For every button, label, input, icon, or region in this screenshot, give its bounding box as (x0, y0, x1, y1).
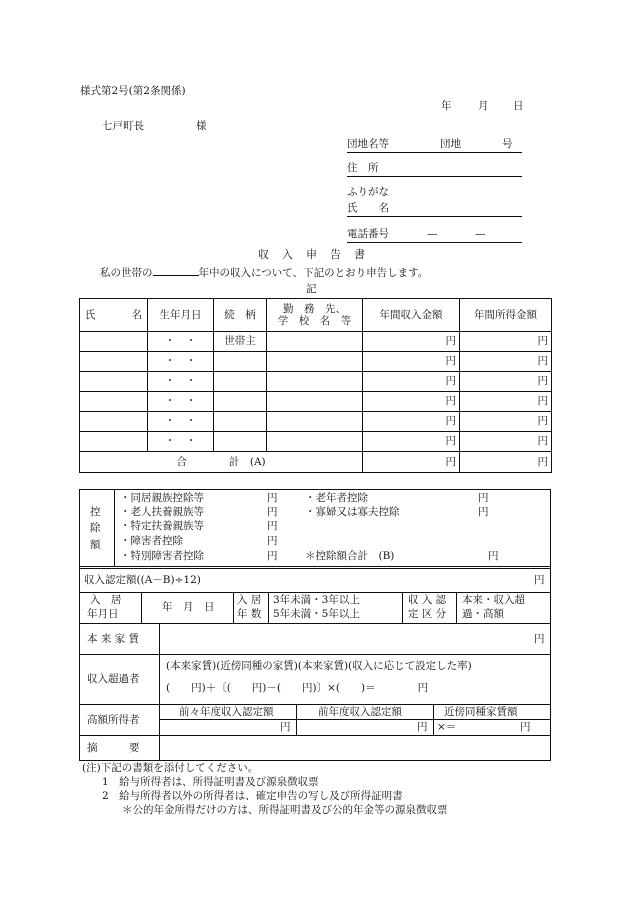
remarks-label: 摘 要 (87, 742, 140, 754)
header-relation: 続 柄 (214, 299, 267, 332)
deduction-total-label: ＊控除額合計 (B) (305, 550, 395, 562)
go-suffix: 号 (502, 138, 513, 150)
deduction-total-unit[interactable]: 円 (488, 550, 499, 562)
move-in-date[interactable]: 年 月 日 (162, 601, 215, 613)
relation-cell[interactable] (214, 392, 267, 412)
earnings-cell[interactable]: 円 (460, 392, 552, 412)
note-item: ＊公的年金所得だけの方は、所得証明書及び公的年金等の源泉徴収票 (122, 804, 448, 816)
table-row (80, 412, 552, 432)
high-income-value-3[interactable]: 円 (520, 721, 531, 733)
years-label-line1: 入 居 (237, 594, 262, 606)
note-item: 1 給与所得者は、所得証明書及び源泉徴収票 (102, 776, 319, 788)
certified-label: 収入認定額((A－B)÷12) (84, 574, 201, 586)
earnings-cell[interactable]: 円 (460, 332, 552, 352)
birth-cell[interactable]: ・ ・ (148, 412, 214, 432)
deduction-unit[interactable]: 円 (478, 492, 489, 504)
ki-label: 記 (306, 283, 317, 295)
intro-suffix: 年中の収入について、下記のとおり申告します。 (198, 267, 429, 279)
total-income-cell[interactable]: 円 (363, 452, 460, 473)
form-number: 様式第2号(第2条関係) (80, 85, 186, 97)
base-rent-row (80, 624, 550, 655)
furigana-label: ふりがな (347, 186, 389, 198)
name-field[interactable] (347, 202, 522, 217)
date-month-label: 月 (478, 100, 489, 112)
danchi-field[interactable] (347, 138, 522, 153)
deduction-item: ・寡婦又は寡夫控除 (305, 506, 400, 518)
header-workplace-line2: 学 校 名 等 (277, 315, 352, 327)
earnings-cell[interactable]: 円 (460, 352, 552, 372)
class-label-line1: 収 入 認 (408, 594, 447, 606)
earnings-cell[interactable]: 円 (460, 412, 552, 432)
high-income-divider (296, 705, 297, 735)
phone-separator: — (475, 228, 486, 240)
address-field[interactable] (347, 162, 522, 177)
high-income-header-3: 近傍同種家賃額 (444, 706, 518, 718)
date-day-label: 日 (513, 100, 524, 112)
high-income-header-2: 前年度収入認定額 (318, 706, 402, 718)
birth-cell[interactable]: ・ ・ (148, 332, 214, 352)
income-cell[interactable]: 円 (363, 412, 460, 432)
certified-row (80, 568, 550, 593)
class-option-1[interactable]: 本来・収入超 (462, 594, 525, 606)
relation-cell[interactable] (214, 432, 267, 452)
relation-cell[interactable] (214, 372, 267, 392)
over-income-row (80, 655, 550, 705)
income-cell[interactable]: 円 (363, 332, 460, 352)
addressee: 七戸町長 (102, 120, 144, 132)
over-income-label: 収入超過者 (87, 673, 140, 685)
high-income-divider (433, 705, 434, 735)
earnings-cell[interactable]: 円 (460, 372, 552, 392)
notes-heading: (注)下記の書類を添付してください。 (82, 762, 259, 774)
header-name: 氏 名 (80, 299, 148, 332)
high-income-value-1[interactable]: 円 (280, 721, 291, 733)
total-label: 合 計 (A) (80, 452, 363, 473)
phone-separator: — (427, 228, 438, 240)
deduction-unit[interactable]: 円 (267, 550, 278, 562)
deduction-unit[interactable]: 円 (267, 520, 278, 532)
total-row (80, 452, 552, 473)
table-row (80, 332, 552, 352)
deduction-item: ・障害者控除 (120, 535, 183, 547)
header-birth: 生年月日 (148, 299, 214, 332)
deduction-unit[interactable]: 円 (478, 506, 489, 518)
income-cell[interactable]: 円 (363, 432, 460, 452)
member-name-cell[interactable] (80, 332, 148, 352)
year-blank[interactable] (153, 266, 199, 276)
addressee-honorific: 様 (196, 120, 207, 132)
deduction-unit[interactable]: 円 (267, 492, 278, 504)
name-label: 氏 名 (347, 202, 389, 214)
deduction-item: ・老人扶養親族等 (120, 506, 204, 518)
deductions-section (80, 490, 550, 567)
deduction-item: ・特別障害者控除 (120, 550, 204, 562)
total-earnings-cell[interactable]: 円 (460, 452, 552, 473)
relation-cell[interactable] (214, 412, 267, 432)
intro-text (100, 266, 428, 279)
income-cell[interactable]: 円 (363, 352, 460, 372)
household-table (79, 298, 552, 473)
header-annual-income: 年間収入金額 (363, 299, 460, 332)
years-label-cell (233, 592, 269, 623)
remarks-row (80, 736, 550, 760)
income-cell[interactable]: 円 (363, 392, 460, 412)
table-row (80, 392, 552, 412)
member-name-cell[interactable] (80, 432, 148, 452)
lower-form (79, 489, 551, 761)
move-in-row (80, 592, 550, 624)
deductions-label: 控除額 (90, 506, 101, 551)
header-workplace (267, 299, 363, 332)
move-in-label-line1: 入 居 (90, 594, 122, 606)
workplace-cell[interactable] (267, 412, 363, 432)
address-label: 住 所 (347, 162, 379, 174)
high-income-subheader-line (159, 719, 550, 720)
table-row (80, 352, 552, 372)
over-income-formula[interactable]: ( 円)＋〔( 円)－( 円)〕×( )＝ 円 (166, 682, 429, 694)
base-rent-unit[interactable]: 円 (534, 633, 545, 645)
high-income-row (80, 705, 550, 736)
high-income-value-2[interactable]: 円 (417, 721, 428, 733)
relation-cell[interactable] (214, 352, 267, 372)
birth-cell[interactable]: ・ ・ (148, 432, 214, 452)
class-label-cell (402, 592, 457, 623)
header-workplace-line1: 勤 務 先、 (283, 302, 346, 315)
phone-label: 電話番号 (347, 228, 389, 240)
over-income-label-cell (80, 655, 160, 704)
danchi-suffix: 団地 (440, 138, 461, 150)
table-row (80, 432, 552, 452)
deduction-unit[interactable]: 円 (267, 506, 278, 518)
intro-prefix: 私の世帯の (100, 267, 153, 279)
move-in-label-cell (80, 592, 142, 623)
class-label-line2: 定 区 分 (408, 608, 447, 620)
member-name-cell[interactable] (80, 412, 148, 432)
remarks-field[interactable] (160, 736, 550, 760)
deduction-item: ・特定扶養親族等 (120, 520, 204, 532)
high-income-label: 高額所得者 (87, 714, 140, 726)
earnings-cell[interactable]: 円 (460, 432, 552, 452)
header-annual-earnings: 年間所得金額 (460, 299, 552, 332)
workplace-cell[interactable] (267, 392, 363, 412)
table-row (80, 372, 552, 392)
years-label-line2: 年 数 (237, 608, 262, 620)
years-option-1[interactable]: 3年未満・3年以上 (273, 594, 360, 606)
document-title: 収 入 申 告 書 (258, 248, 366, 261)
birth-cell[interactable]: ・ ・ (148, 352, 214, 372)
workplace-cell[interactable] (267, 332, 363, 352)
years-option-2[interactable]: 5年未満・5年以上 (273, 608, 360, 620)
class-option-2[interactable]: 過・高額 (462, 608, 504, 620)
date-year-label: 年 (441, 100, 452, 112)
move-in-label-line2: 年月日 (87, 608, 119, 620)
deduction-item: ・同居親族控除等 (120, 492, 204, 504)
note-item: 2 給与所得者以外の所得者は、確定申告の写し及び所得証明書 (102, 790, 403, 802)
deduction-item: ・老年者控除 (305, 492, 368, 504)
deduction-unit[interactable]: 円 (267, 535, 278, 547)
income-cell[interactable]: 円 (363, 372, 460, 392)
workplace-cell[interactable] (267, 352, 363, 372)
birth-cell[interactable]: ・ ・ (148, 392, 214, 412)
certified-unit[interactable]: 円 (534, 574, 545, 586)
member-name-cell[interactable] (80, 392, 148, 412)
member-name-cell[interactable] (80, 372, 148, 392)
high-income-label-cell (80, 705, 160, 735)
danchi-label: 団地名等 (347, 138, 389, 150)
high-income-header-1: 前々年度収入認定額 (179, 706, 274, 718)
birth-cell[interactable]: ・ ・ (148, 372, 214, 392)
base-rent-label: 本 来 家 賃 (87, 633, 140, 645)
phone-field[interactable] (347, 228, 522, 243)
base-rent-label-cell (80, 624, 160, 654)
remarks-label-cell (80, 736, 160, 760)
workplace-cell[interactable] (267, 432, 363, 452)
high-income-value-3-prefix: ×＝ (437, 721, 457, 733)
relation-cell[interactable]: 世帯主 (214, 332, 267, 352)
deductions-label-cell (80, 490, 115, 566)
member-name-cell[interactable] (80, 352, 148, 372)
workplace-cell[interactable] (267, 372, 363, 392)
over-income-formula-header: (本来家賃)(近傍同種の家賃)(本来家賃)(収入に応じて設定した率) (166, 660, 472, 672)
